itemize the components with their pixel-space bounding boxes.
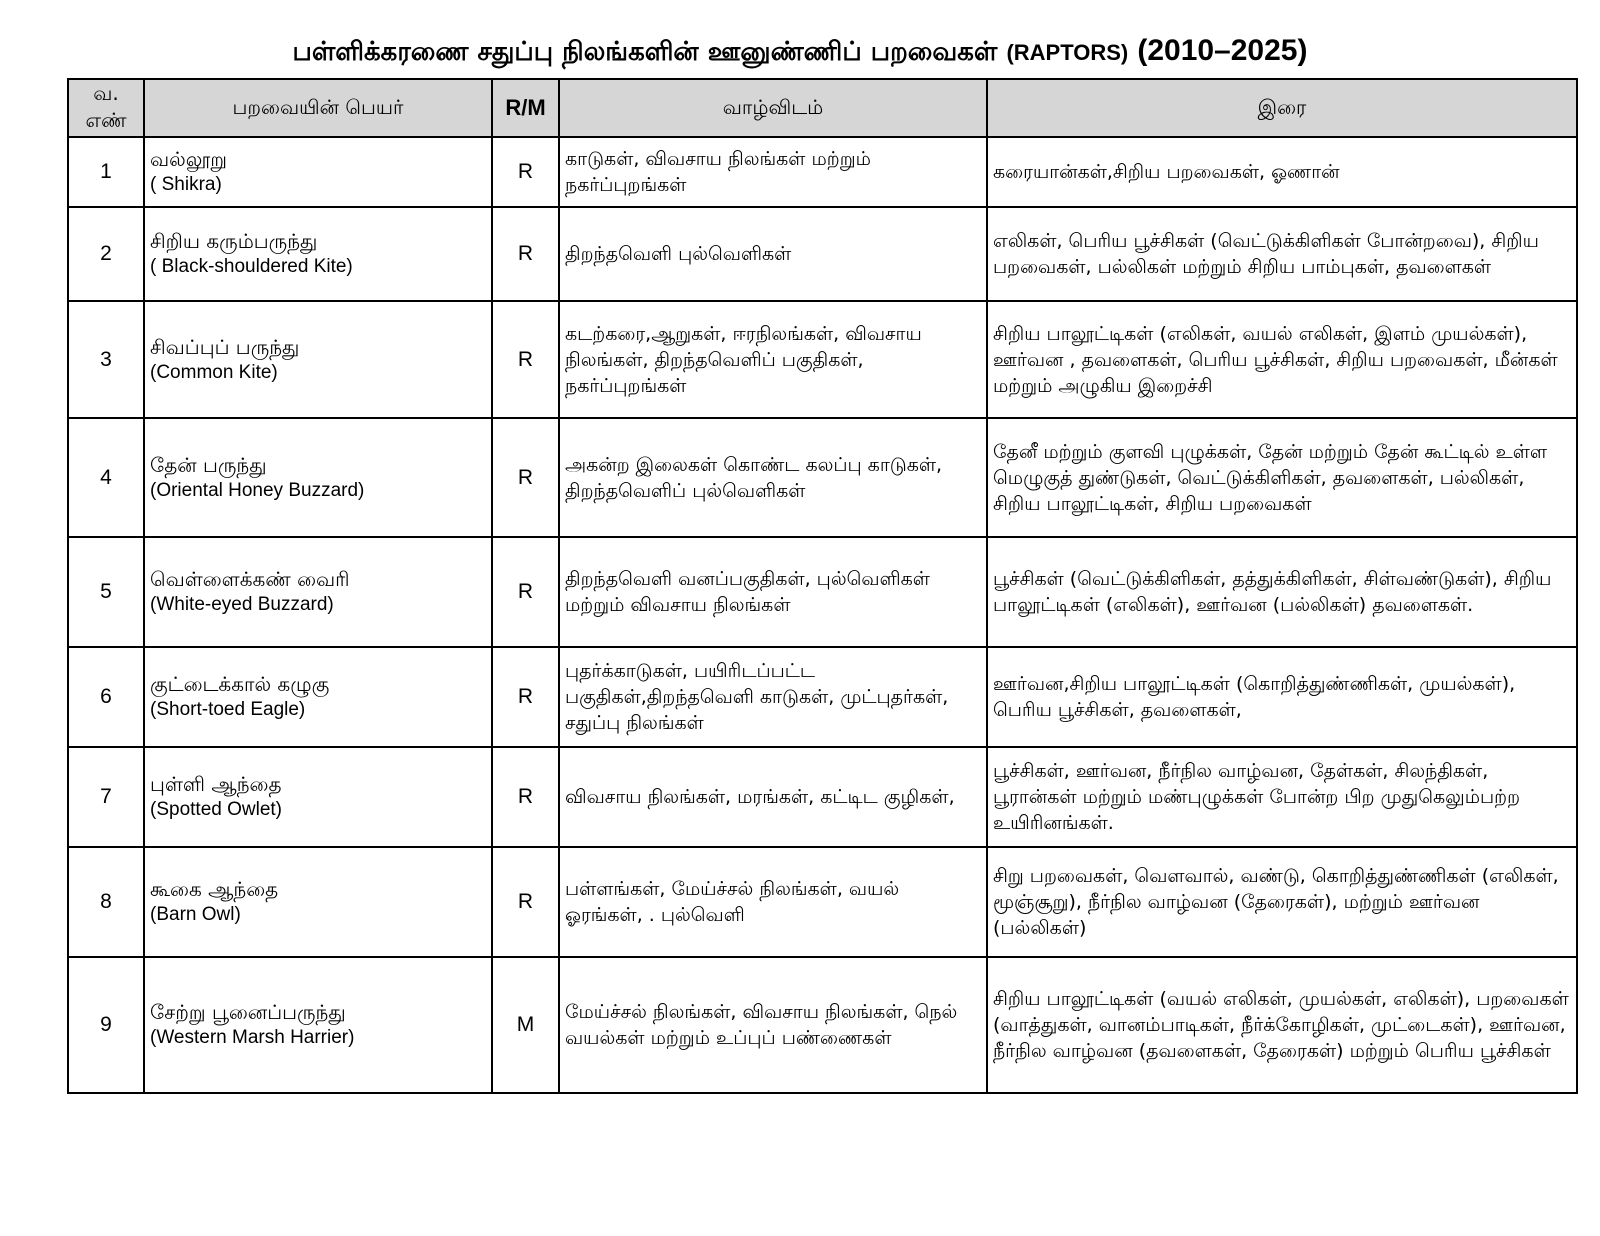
habitat-cell (559, 957, 987, 1093)
habitat-cell (559, 537, 987, 647)
resident-migrant-status: M (492, 957, 559, 1093)
table-row (68, 137, 1577, 207)
prey-cell (987, 418, 1577, 537)
habitat-text: மேய்ச்சல் நிலங்கள், விவசாய நிலங்கள், நெல் வயல்கள் மற்றும் உப்புப் பண்ணைகள் (565, 1001, 958, 1049)
bird-name-english: (Oriental Honey Buzzard) (150, 479, 365, 501)
header-sno-line2: எண் (85, 108, 127, 132)
habitat-text: கடற்கரை,ஆறுகள், ஈரநிலங்கள், விவசாய நிலங்கள், திறந்தவெளிப் பகுதிகள், நகர்ப்புறங்கள் (565, 322, 922, 397)
bird-name-tamil: குட்டைக்கால் கழுகு (150, 672, 330, 696)
prey-text: கரையான்கள்,சிறிய பறவைகள், ஓணான் (993, 161, 1340, 183)
row-number: 3 (68, 301, 144, 418)
bird-name (144, 957, 492, 1093)
table-row (68, 418, 1577, 537)
prey-text: ஊர்வன,சிறிய பாலூட்டிகள் (கொறித்துண்ணிகள், முயல்கள்), பெரிய பூச்சிகள், தவளைகள், (993, 673, 1516, 721)
title-years: (2010–2025) (1137, 34, 1308, 67)
habitat-cell (559, 207, 987, 301)
prey-cell (987, 647, 1577, 747)
bird-name (144, 647, 492, 747)
row-number: 7 (68, 747, 144, 847)
row-number: 2 (68, 207, 144, 301)
prey-text: பூச்சிகள் (வெட்டுக்கிளிகள், தத்துக்கிளிகள், சிள்வண்டுகள்), சிறிய பாலூட்டிகள் (எலிகள்), ஊர்வன (பல்லிகள்) தவளைகள். (993, 568, 1552, 616)
habitat-text: காடுகள், விவசாய நிலங்கள் மற்றும் நகர்ப்புறங்கள் (565, 148, 871, 196)
habitat-text: அகன்ற இலைகள் கொண்ட கலப்பு காடுகள், திறந்தவெளிப் புல்வெளிகள் (565, 453, 943, 502)
header-sno-line1: வ. (93, 81, 119, 105)
prey-cell (987, 957, 1577, 1093)
habitat-cell (559, 137, 987, 207)
raptors-table (67, 78, 1578, 1094)
resident-migrant-status: R (492, 747, 559, 847)
bird-name (144, 207, 492, 301)
bird-name-english: ( Black-shouldered Kite) (150, 256, 353, 277)
table-row (68, 957, 1577, 1093)
bird-name-english: (Barn Owl) (150, 904, 241, 925)
habitat-text: திறந்தவெளி வனப்பகுதிகள், புல்வெளிகள் மற்றும் விவசாய நிலங்கள் (565, 568, 930, 616)
habitat-cell (559, 747, 987, 847)
bird-name (144, 418, 492, 537)
prey-cell (987, 301, 1577, 418)
habitat-cell (559, 418, 987, 537)
table-row (68, 747, 1577, 847)
resident-migrant-status: R (492, 418, 559, 537)
header-prey: இரை (987, 79, 1577, 137)
row-number: 5 (68, 537, 144, 647)
bird-name (144, 137, 492, 207)
bird-name-english: (White-eyed Buzzard) (150, 594, 334, 615)
resident-migrant-status: R (492, 137, 559, 207)
prey-text: எலிகள், பெரிய பூச்சிகள் (வெட்டுக்கிளிகள் போன்றவை), சிறிய பறவைகள், பல்லிகள் மற்றும் சிறிய பாம்புகள், தவளைகள் (993, 230, 1539, 278)
table-row (68, 301, 1577, 418)
page-title (0, 34, 1600, 70)
bird-name-tamil: சிறிய கரும்பருந்து (150, 229, 318, 253)
habitat-text: புதர்க்காடுகள், பயிரிடப்பட்ட பகுதிகள்,திறந்தவெளி காடுகள், முட்புதர்கள், சதுப்பு நிலங்கள் (565, 660, 949, 734)
prey-cell (987, 537, 1577, 647)
bird-name-english: (Spotted Owlet) (150, 799, 282, 820)
bird-name-tamil: புள்ளி ஆந்தை (150, 772, 282, 796)
table-row (68, 537, 1577, 647)
header-rm: R/M (492, 79, 559, 137)
bird-name-tamil: வெள்ளைக்கண் வைரி (150, 567, 350, 591)
habitat-text: விவசாய நிலங்கள், மரங்கள், கட்டிட குழிகள், (565, 786, 955, 808)
habitat-cell (559, 647, 987, 747)
header-serial-number (68, 79, 144, 137)
prey-text: சிறிய பாலூட்டிகள் (எலிகள், வயல் எலிகள், இளம் முயல்கள்), ஊர்வன , தவளைகள், பெரிய பூச்சிகள், சிறிய பறவைகள், மீன்கள் மற்றும் அழுகிய இறைச்சி (993, 322, 1558, 397)
resident-migrant-status: R (492, 301, 559, 418)
title-tamil: பள்ளிக்கரணை சதுப்பு நிலங்களின் ஊனுண்ணிப் பறவைகள் (292, 37, 998, 67)
bird-name (144, 301, 492, 418)
table-row (68, 647, 1577, 747)
bird-name-tamil: கூகை ஆந்தை (150, 877, 279, 901)
habitat-text: பள்ளங்கள், மேய்ச்சல் நிலங்கள், வயல் ஓரங்கள், . புல்வெளி (565, 878, 900, 926)
row-number: 9 (68, 957, 144, 1093)
prey-text: சிறிய பாலூட்டிகள் (வயல் எலிகள், முயல்கள், எலிகள்), பறவைகள் (வாத்துகள், வானம்பாடிகள், நீர்க்கோழிகள், முட்டைகள்), ஊர்வன, நீர்நில வாழ்வன (தவளைகள், தேரைகள்) மற்றும் பெரிய பூச்சிகள் (993, 988, 1569, 1062)
bird-name-tamil: தேன் பருந்து (150, 452, 267, 477)
row-number: 4 (68, 418, 144, 537)
habitat-cell (559, 847, 987, 957)
prey-cell (987, 747, 1577, 847)
table-header-row (68, 79, 1577, 137)
bird-name-english: ( Shikra) (150, 174, 222, 195)
table-row (68, 207, 1577, 301)
prey-text: தேனீ மற்றும் குளவி புழுக்கள், தேன் மற்றும் தேன் கூட்டில் உள்ள மெழுகுத் துண்டுகள், வெட்டுக்கிளிகள், தவளைகள், பல்லிகள், சிறிய பாலூட்டிகள், சிறிய பறவைகள் (993, 440, 1548, 515)
habitat-text: திறந்தவெளி புல்வெளிகள் (565, 243, 792, 265)
table-row (68, 847, 1577, 957)
resident-migrant-status: R (492, 537, 559, 647)
resident-migrant-status: R (492, 647, 559, 747)
resident-migrant-status: R (492, 847, 559, 957)
prey-text: சிறு பறவைகள், வௌவால், வண்டு, கொறித்துண்ணிகள் (எலிகள், மூஞ்சூறு), நீர்நில வாழ்வன (தேரைகள்), மற்றும் ஊர்வன (பல்லிகள்) (993, 865, 1559, 939)
prey-cell (987, 137, 1577, 207)
bird-name (144, 537, 492, 647)
prey-cell (987, 207, 1577, 301)
header-bird-name: பறவையின் பெயர் (144, 79, 492, 137)
bird-name-english: (Western Marsh Harrier) (150, 1027, 355, 1048)
header-habitat: வாழ்விடம் (559, 79, 987, 137)
prey-cell (987, 847, 1577, 957)
bird-name-tamil: சிவப்புப் பருந்து (150, 334, 300, 359)
bird-name (144, 747, 492, 847)
row-number: 6 (68, 647, 144, 747)
bird-name-tamil: வல்லூறு (150, 147, 227, 171)
row-number: 8 (68, 847, 144, 957)
row-number: 1 (68, 137, 144, 207)
title-english: (RAPTORS) (1006, 40, 1129, 65)
habitat-cell (559, 301, 987, 418)
prey-text: பூச்சிகள், ஊர்வன, நீர்நில வாழ்வன, தேள்கள், சிலந்திகள், பூரான்கள் மற்றும் மண்புழுக்கள் போன்ற பிற முதுகெலும்பற்ற உயிரினங்கள். (993, 760, 1521, 834)
bird-name-english: (Short-toed Eagle) (150, 699, 306, 720)
resident-migrant-status: R (492, 207, 559, 301)
bird-name (144, 847, 492, 957)
bird-name-english: (Common Kite) (150, 361, 278, 383)
bird-name-tamil: சேற்று பூனைப்பருந்து (150, 1000, 346, 1024)
